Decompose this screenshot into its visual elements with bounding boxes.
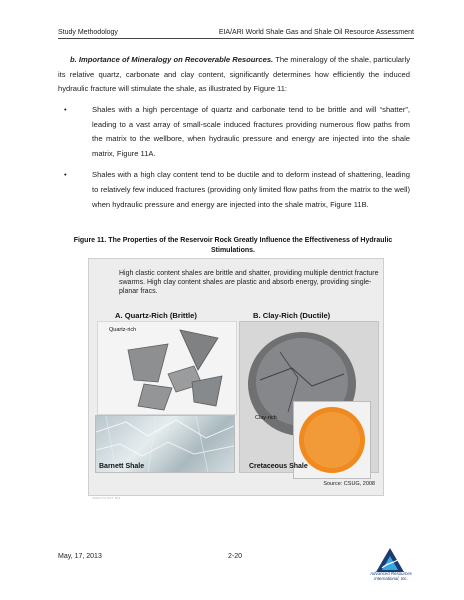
header-right: EIA/ARI World Shale Gas and Shale Oil Resource Assessment [218, 29, 414, 36]
figure-caption: Figure 11. The Properties of the Reservoir Rock Greatly Influence the Effectiveness of Hydraulic Stimulations. [73, 237, 393, 254]
bullet-marker: • [64, 105, 67, 114]
panel-b-title: B. Clay-Rich (Ductile) [253, 311, 331, 320]
figure-source: Source: CSUG, 2008 [323, 481, 375, 487]
bullet-list [64, 103, 410, 219]
footer-date: May, 17, 2013 [58, 553, 102, 560]
figure-file-mark: JAF0713.PPT #11 [92, 496, 121, 500]
header-left: Study Methodology [58, 29, 118, 36]
bullet-text: Shales with a high clay content tend to be ductile and to deform instead of shattering, leading to relatively few induced fractures (providing only limited flow paths from the matrix to the well) when hydraulic pressure and energy are injected into the shale matrix, Figure 11B. [92, 170, 410, 209]
clay-rich-label: Clay-rich [255, 415, 277, 421]
quartz-shale-photo [97, 321, 237, 415]
intro-text: The mineralogy of the shale, particularly its relative quartz, carbonate and clay content, significantly determines how efficiently the induced hydraulic fracture will stimulate the shale, as illustrated by Figure 11: [58, 55, 410, 94]
header-rule [58, 38, 414, 39]
section-heading: b. Importance of Mineralogy on Recoverable Resources. [70, 55, 274, 64]
bullet-text: Shales with a high percentage of quartz and carbonate tend to be brittle and will “shatter”, leading to a vast array of small-scale induced fractures providing numerous flow paths from the matrix to the wellbore, when hydraulic pressure and energy are injected into the shale matrix, Figure 11A. [92, 105, 410, 158]
logo-text: Advanced Resources International, Inc. [370, 571, 412, 581]
company-logo-icon [370, 546, 410, 588]
figure-blurb: High clastic content shales are brittle and shatter, providing multiple dentrict fracture swarms. High clay content shales are plastic and absorb energy, providing single-planar fracs. [119, 270, 379, 296]
quartz-fragments-image [98, 322, 236, 414]
bullet-item [64, 103, 410, 161]
quartz-rich-label: Quartz-rich [109, 327, 137, 333]
bullet-item [64, 168, 410, 212]
panel-a-title: A. Quartz-Rich (Brittle) [115, 311, 197, 320]
barnett-shale-label: Barnett Shale [99, 463, 145, 470]
intro-paragraph [58, 53, 410, 97]
page-number: 2-20 [228, 553, 243, 560]
cretaceous-shale-label: Cretaceous Shale [249, 463, 308, 470]
bullet-marker: • [64, 170, 67, 180]
figure-11 [88, 258, 384, 496]
